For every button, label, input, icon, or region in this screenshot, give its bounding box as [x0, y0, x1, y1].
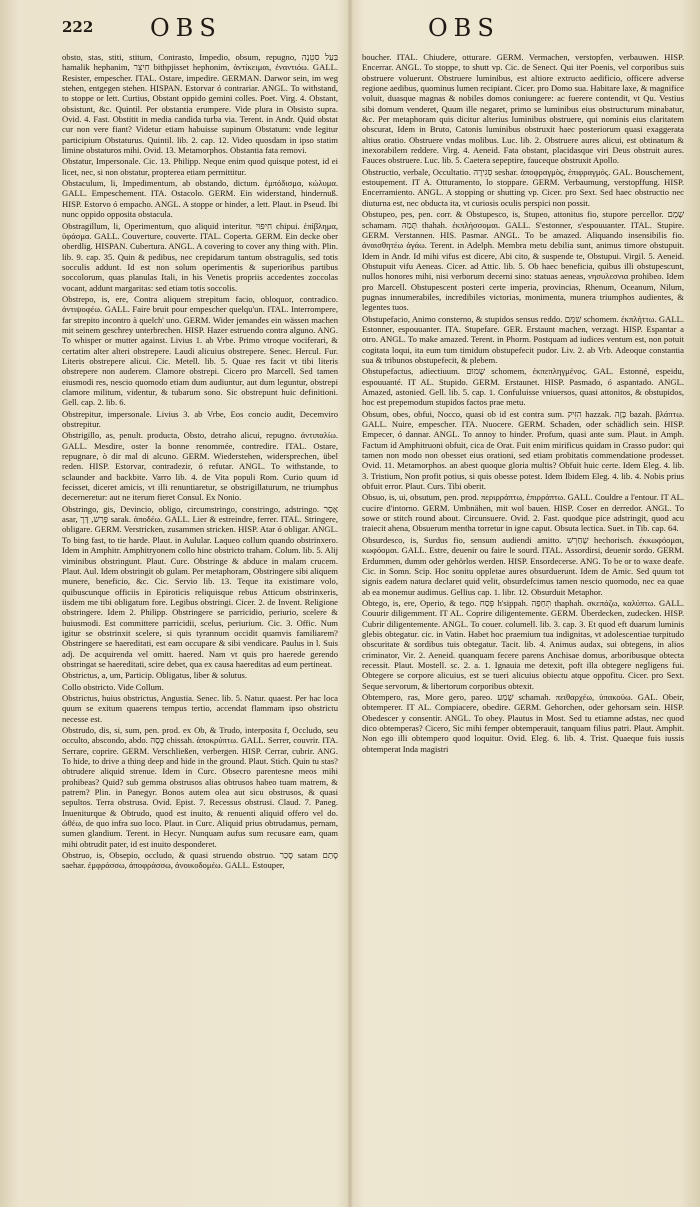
- right-text-column: [362, 52, 684, 1192]
- right-running-head: OBS: [428, 14, 500, 42]
- dictionary-entry: Obstrudo, dis, si, sum, pen. prod. ex Ob, & Trudo, interposita f, Occludo, seu occulto, abscondo, abdo. כָּסָה chissah. ἀποκρύπτω. GALL. Serrer, couvrir. ITA. Serrare, coprire. GERM. Verschließen, verbergen. HISP. Cerrar, cubrir. ANG. To hide, to drive a thing deep and hide in the ground. Plaut. Stich. Quin tu stas? obtrudere aliquid strenue. Idem in Curc. Obsecro parentesne meos mihi prohibeas? Quid? sub gemma obstrusos alias obtrusos habeo tuam matrem, & patrem? Plin. in Panegyr. Bonos autem olea aut sicu obstrusos, & quasi sepultos. Terra obstrusa. Ovid. Epist. 7. Recessus obstrusi. Claud. 7. Paneg. Inueniturque & Obtrudo, quod est inuito, & renuenti aliquid offero vel do. ὠθέω, de quo infra suo loco. Plaut. in Curc. Aliquid prius obtrudamus, pernam, sumen glandium. Terent. in Hecyr. Nunquam aufus sum recusare eam, quam mihi obtrudit pater, id est inuito desponderet.: [62, 725, 338, 849]
- dictionary-entry: Obstatur, Impersonale. Cic. 13. Philipp. Neque enim quod quisque potest, id ei licet, nec, si non obstatur, propterea etiam permittitur.: [62, 156, 338, 177]
- dictionary-entry: Obstaculum, li, Impedimentum, ab obstando, dictum. ἐμπόδισμα, κώλυμα. GALL. Empeschement. ITA. Ostacolo. GERM. Ein widerstand, hindernuß. HISP. Estorvo ó empacho. ANGL. A stoppe or hinder, a lett. Plaut. in Pseud. Ibi nunc oppido opposita obstacula.: [62, 178, 338, 220]
- page-number: 222: [62, 18, 94, 36]
- dictionary-entry: Obstupeo, pes, pen. corr. & Obstupesco, is, Stupeo, attonitus fio, stupore percellor. שָׁמַם schamam. תָּמַהּ thahah. ἐκπλήσσομαι. GALL. S'estonner, s'espouuanter. ITAL. Stupire. GERM. Verstannen. HIS. Pasmar. ANGL. To be amazed. Aliquando insensibilis fio. ἀναισθητέω ἀγάω. Terent. in Adelph. Membra metu debilia sunt, animus timore obstupuit. Idem in Andr. Id mihi vifus est dicere, Abi cito, & suspende te, Obstupui. Virgil. 5. Aeneid. Obstupuit vifu Aeneas. Cicer. ad Attic. lib. 5. Ob haec beneficia, quibus illi obstupescunt, nullos honores mihi, nisi verborum decerni sino: statuas aeneas, νησυλεσνια prohibeo. Idem pro Marcell. Obstupescent posteri certe imperia, provincias, Rhenum, Oceanum, Nilum, pugnas innumerabiles, incredibiles victorias, monimenta, munera triumphos audientes, & legentes tuos.: [362, 209, 684, 313]
- right-page-header: [360, 14, 680, 48]
- dictionary-entry: Obstringo, gis, Devincio, obligo, circumstringo, constringo, adstringo. אָסַר asar, פָּרַשׁ, דָּרָ sarak. ἀποδέω. GALL. Lier & estreindre, ferrer. ITAL. Stringere, obligare. GERM. Verstricken, zusammen stricken. HISP. Atar ó obligar. ANGL. To bing fast, to tie harde. Plaut. in Aulular. Laqueo collum quando obstrinxero. Idem in Amphitr. Amphitryonem collo hinc obstricto traham. Colum. lib. 5. Alij viminibus obstringunt. Plaut. Curc. Obstringe & abduce in malam crucem. Plaut. Aul. Idem obstringit ob gulam. Per metaphoram, Obstringere sibi aliquem munere, beneficio, &c. Cic. Servio lib. 13. Teque ita existimare volo, quibuscunque officiis in Epiroticis reliquisque rebus Atticum obstrinxeris, iisdem me tibi obligatum fore. Legibus obstringi. Cicer. 2. de Invent. Religione obstringere. Idem 2. Philipp. Obstringere se parricidio, periurio, scelere & huiusmodi. Est committere parricidii, scelus, periurium. Cic. 3. Offic. Num igitur se obstrinxit scelere, si quis tyrannum occidit quamvis familiarem? Obstringere se haereditati, est eam occupare & sibi vendicare. Paulus in l. Suis adj. De acquirenda vel omitt. haered. Nam vt quis pro haerede gerendo obstringat se haereditati, scire debet, qua ex causa haereditas ad eum pertineat.: [62, 503, 338, 669]
- dictionary-entry: Obstructio, verbale, Occultatio. סְגִירָה seshar. ἀποφραγμὸς, ἐπιφραγμός. GAL. Bouschement, estoupement. IT A. Otturamento, lo stoppare. GERM. Verbaumung, verstopffung. HISP. Encerramiento. ANGL. A stopping or shutting vp. Cicer. pro Sext. Sed haec obstructio nec diuturna est, nec obducta ita, vt curiosis oculis perspici non possit.: [362, 166, 684, 208]
- dictionary-entry: Obstrictus, huius obstrictus, Angustia. Senec. lib. 5. Natur. quaest. Per hac loca quum se exitum quaerens tempus tertio, accendat flammam ipso obstrictu necesse est.: [62, 692, 338, 724]
- dictionary-entry: Obstruo, is, Obsepio, occludo, & quasi struendo obstruo. סָכַר satam סָתַם saehar. ἐμφράσσω, ἀποφράσσω, ἀνοικοδομέω. GALL. Estouper,: [62, 850, 338, 871]
- dictionary-entry: obsto, stas, stiti, stitum, Contrasto, Impedio, obsum, repugno, בַּעַל סִטְנָה hamalik hephanim, חִיצֵּר bithpjisset hephonim, ἀντίκειμαι, ἐναντιόω. GALL. Resister, empescher. ITAL. Ostare, impedire. GERMAN. Darwor sein, im weg stehen, entgegen stehen. HISPAN. Estorvar ó contrariar. ANGL. To withstand, to stoppe or lett. Curtius, Obstant oppido gemini colles. Poet. Virg. 4. Obstant, obsistunt, &c. Quintil. Per obstantia erumpere. Vide plura in Obsisto supra. Ovid. 4. Fast. Obstitit in media candida turba via. Terent. in Andr. Quid obstat cur non vere fiant? Videtur etiam habuisse supinum Obstatum: vnde legitur participium Obstaturus. Quintil. lib. 2. cap. 12. Video quosdam in ipso statim limine obstaturos mihi. Ovid. 13. Metamorphos. Obstantia fata removi.: [62, 52, 338, 156]
- dictionary-entry: Collo obstricto. Vide Collum.: [62, 681, 164, 692]
- dictionary-entry: Obstrigillo, as, penult. producta, Obsto, detraho alicui, repugno. ἀντιπαλίω. GALL. Mesdire, oster la bonne renommée, contredire. ITAL. Ostare, repugnare, ò dir mal di alcuno. GERM. Wiederstehen, widersprechen, übel reden. HISP. Estorvar, contradezir, ó refutar. ANGL. To withstande, to sclaunder and backbite. Varro lib. 4. de Vita populi Rom. Curio quum id fecisset, diceret amicis, vt illi renuntiaretur, se obstrigillaturum, ne triumphus decerneretur: aut ne iterum fieret Consul. Ex Nonio.: [62, 430, 338, 503]
- dictionary-entry: Obstrepitur, impersonale. Livius 3. ab Vrbe, Eos concio audit, Decemviro obstrepitur.: [62, 408, 338, 430]
- left-page-header: [62, 14, 332, 48]
- dictionary-entry: Obsum, obes, obfui, Nocco, quasi ob id est contra sum. הִזִּיק hazzak. בָּזָה bazah. βλάπτω. GALL. Nuire, empescher. ITA. Nuocere. GERM. Schaden, oder schädlich sein. HISP. Empecer, ó dannar. ANGL. To annoy to hinder. Profum, quasi ante sum. Plaut. in Amph. Factum id Amphitruoni obfuit, cica de Orat. Fuit enim mirificus quidam in Crasso pudor: qui tamen non modo non obesset eius orationi, sed etiam probitatis commendatione prodesset. Ovid. 11. Metamorphos. an abest quoque gloria multis? Obfuit huic certe. Idem Eleg. 4. lib. 3. Tristium, Non profit potius, si quis obesse potest. Idem Ibidem Eleg. 4. lib. 4. Nobis prius obfuit error. Plaut. Curs. Tibi oberit.: [362, 408, 684, 492]
- dictionary-entry: Obtego, is, ere, Operio, & tego. פְּסַח h'sippah. תְּחַפַּה thaphah. σκεπάζω, καλύπτω. GALL. Couurir diligemment. IT AL. Coprire diligentemente. GERM. Überdecken, zudecken. HISP. Cubrir diligentemente. ANGL. To couer. columell. lib. 3. cap. 3. Et quod eft duarum luminis glebis obtegatur. cic. in Vatin. Habet hoc praemium tua indignitas, vt adolescentiae turpitudo obscuritate & sordibus tuis obtegatur. Tacit. lib. 4. Animus audax, sui obtegens, in alios criminator, Vir. 2. Aeneid. quanquam fecere parens Anchisae domus, arboribusque obtecta recessit. Plaut. Mostell. sc. 2. a. 1. Ignauia me detexit, poft illa obtegere negligens fui. Obtegere se corpore alicuius, est se tueri alicuius obiectu atque oppofitu. Cicer. pro Sext. Seque servorum, & libertorum corporibus obtexit.: [362, 597, 684, 691]
- dictionary-entry: Obtempero, ras, More gero, pareo. שָׁמַע schamah. πειθαρχέω, ὑπακούω. GAL. Obeir, obtemperer. IT AL. Compiacere, obedire. GERM. Gehorchen, oder gehorsam sein. HISP. Obedescer y consentir. ANGL. To obey. Plautus in Most. Sed tu etiamne adstas, nec quod dico obtemperas? Cicero, Sic mihi femper obtemperauit, tanquam filius patri. Plaut. Amphit. Non ego illi obtempero quod loquitur. Ovid. Eleg. 6. lib. 4. Trist. Quaeque fuis iussis obtemperat Inda magistri: [362, 691, 684, 754]
- page-gutter: [347, 0, 353, 1207]
- left-text-column: [62, 52, 338, 1192]
- dictionary-entry: Obsurdesco, is, Surdus fio, sensum audiendi amitto. שָׁחַרְשׁ hechorisch. ἐκκωφόομαι, κωφόομαι. GALL. Estre, deuenir ou faire le sourd. ITAL. Assordirsi, deuenir sordo. GERM. Erdummen, dumm oder gehörlos werden. HISP. Ensordecerse. ANG. To be or to waxe deafe. Cic. in Somn. Scip. Hoc sonitu oppletae aures obsurduerunt. Idem de Amic. Sed quum tot signis eadem natura declaret quid velit, obsurdefcimus tamen nescio quomodo, nec ea quae ab ea monemur audimus. Gellius cap. 1. libr. 12. Obsurduit Metaphor.: [362, 534, 684, 597]
- dictionary-entry: Obsuo, is, ui, obsutum, pen. prod. περιρράπτω, ἐπιρράπτω. GALL. Couldre a l'entour. IT AL. cucire d'intorno. GERM. Umbnähen, mit wol bauen. HISP. Coser en derredor. ANGL. To sowe or stitch round about. Circunsuere. Ovid. 2. Fast. quodque pice adstringit, quod acu traiecit ahena, Obsuerum mentha torretur in igne caput. Obsuta lectica. Suet. in Tib. cap. 64.: [362, 492, 684, 534]
- left-running-head: OBS: [150, 14, 222, 42]
- dictionary-entry: Obstupefacio, Animo consterno, & stupidos sensus reddo. שִׁמֵּם schomem. ἐκπλήττω. GALL. Estonner, espouuanter. ITA. Stupefare. GER. Erstaunt machen, verzagt. HISP. Espantar a otro. ANGL. To make amazed. Terent. in Phorm. Postquam ad iudices ventum est, non potuit cogitata loqui, ita eum tum timidum obstupefecit pudor. Liv. 2. ab Vrb. Adeoque constantia sua & tribunos obstupefecit, & plebem.: [362, 313, 684, 365]
- dictionary-entry: Obstrepo, is, ere, Contra aliquem strepitum facio, obloquor, contradico. ἀντιψοφέω. GALL. Faire bruit pour empescher quelqu'un. ITAL. Interrompere, far strepito incontro à quelch' uno. GERM. Wider jemandes ein wässen machen mit seinem geschrey unterbrechen. HISP. Hazer estruendo contra alguno. ANG. To whisper or mutter against. Livius 1. ab Vrbe. Primo vtroque vociferari, & certatim alter alteri obstrepere. Laudi alicuius obstrepere. Senec. Hercul. Fur. Literis obstrepere alicui. Cic. Metell. lib. 5. Quae res facit vt tibi literis obstrepere non auderem. Clamore obstrepi. Cicero pro Marcell. Sed tamen eiusmodi res, nescio quomodo etiam dum audiuntur, aut dum leguntur, obstrepi clamore militum, videntur, & tubarum sono. Sic obstrepunt huic definitioni. Gell. cap. 2. lib. 6.: [62, 293, 338, 408]
- dictionary-entry: Obstrictus, a, um, Particip. Obligatus, liber & solutus.: [62, 670, 247, 681]
- dictionary-entry: Obstupefactus, adiectiuum. שָׁמוּם schomem, ἐκπεπληγμένος. GAL. Estonné, espeidu, espouuanté. IT AL. Stupido. GERM. Erstaunet. HISP. Pasmado, ó aspantado. ANGL. Amazed, astonied. Gell. lib. 5. cap. 1. Confuluisse vniuersos, quasi attonitos, & obstupidos, hoc est prepemodum stupidos factos prae metu.: [362, 366, 684, 408]
- dictionary-entry: Obstragillum, li, Operimentum, quo aliquid interitur. חִיפּוּי chipui. ἐπίβλημα, ὑφάσμα. GALL. Couverture, couverte. ITAL. Coperta. GERM. Ein decke ober oberdlig. HISPAN. Cubertura. ANGL. A covering to cover any thing with. Plin. lib. 9. cap. 35. Quin & pedibus, nec crepidarum tantum obstragulis, sed totis socculis addunt. Id est non solum operimentis & superioribus partibus soccolorum, quas planulas Itali, in his Venetis propriis accedentes zoccolas vocant, addunt margaritas: sed etiam totis soccolis.: [62, 220, 338, 293]
- dictionary-entry: boucher. ITAL. Chiudere, otturare. GERM. Vermachen, verstopfen, verbauwen. HISP. Encerrar. ANGL. To stoppe, to shutt vp. Cic. de Senect. Qui iter Poenis, vel corporibus suis obstruere voluerunt. Obstruere luminibus, est altiore extructo aedificio, officere adverse regione aedibus, quominus lumen recipiant. Cicer. pro Domo sua. Habitare laxe, & magnifice voluit, duasque magnas & nobiles domos coniungere: ac fuerere contendit, vt Qu. Vestius sibi domum venderet, Quum ille negaret, primo se luminibus eius obstructurum minabatur, &c. Per metaphoram quis dicitur alterius luminibus obstruere, qui nominis eius claritatem obscurat, Idem in Bruto, Catonis luminibus obstruxit haec posteriorum quasi exaggerata altius oratio. Obstruere vndas molibus. Luc. lib. 2. Obstruere aures alicui, est obtinatum & inexorabilem reddere. Virg. 4. Aeneid. Fata obstant, placidasque viri Deus obstruit aures. Fauces obstruere. Luc. lib. 5. Caetera sepeptire, fauceque obstruxit Apollo.: [362, 52, 684, 166]
